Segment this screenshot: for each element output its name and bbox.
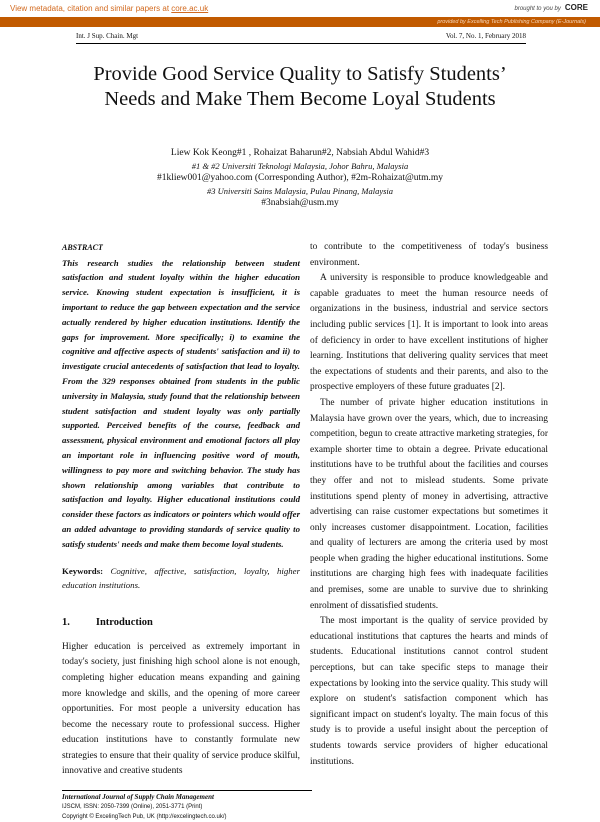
journal-abbrev: Int. J Sup. Chain. Mgt <box>76 32 139 40</box>
paper-title: Provide Good Service Quality to Satisfy Students’ Needs and Make Them Become Loyal Students <box>93 63 507 110</box>
section-title: Introduction <box>95 617 153 629</box>
core-link[interactable]: core.ac.uk <box>171 4 209 13</box>
abstract-heading: ABSTRACT <box>62 243 103 252</box>
keywords-text: Cognitive, affective, satisfaction, loyalty, higher education institutions. <box>62 565 300 591</box>
right-column <box>310 240 548 770</box>
paragraph: A university is responsible to produce knowledgeable and capable graduates to meet the human resource needs of organizations in the business, industrial and service sectors including public services [1]. It is important to look into areas of deficiency in order to have excellent institutions of higher learning. Institutions that delivering quality services that meet the expectations of students and their parents, and also to the prospective employers of these future graduates [2]. <box>310 273 548 393</box>
abstract-text: This research studies the relationship between student satisfaction and student loyalty within the higher education service. Knowing student expectation is insufficient, it is important to reduce the gap between expectation and the service actually rendered by higher education institutions. Identify the gaps for improvement. More specifically; i) to examine the cognitive and affective aspects of students' satisfaction and ii) to investigate crucial antecedents of satisfaction that lead to loyalty. From the 329 responses obtained from students in the public university in Malaysia, study found that the relationship between student satisfaction and student loyalty was only partially supported. Perceived benefits of the course, feedback and assessment, physical environment and emotional factors all play an important role in influencing positive word of mouth, willingness to pay more and switching behavior. The study has shown relationship among variables that contribute to satisfaction and loyalty. Higher educational institutions could consider these factors as indicators or pointers which would offer an added advantage to providing standards of service quality to satisfy students' needs and make them become loyal students. <box>62 257 300 549</box>
metadata-text: View metadata, citation and similar papers at <box>10 4 172 13</box>
paragraph: to contribute to the competitiveness of today's business environment. <box>310 242 548 268</box>
left-column <box>62 240 300 822</box>
volume-info: Vol. 7, No. 1, February 2018 <box>445 32 526 40</box>
author-names: Liew Kok Keong#1 , Rohaizat Baharun#2, Nabsiah Abdul Wahid#3 <box>170 148 430 158</box>
paragraph: The number of private higher education institutions in Malaysia have grown over the years, which, due to increasing competition, begun to create attractive marketing strategies, for example shorter time to obtain a degree. Private educational institutions have to be truthful about the facilities and courses they offer and not to mislead students. Some private institutions spend plenty of money in advertising, attractive advertising can raise customer expectations but sometimes it only increases customer disappointment. Location, facilities and quality of lecturers are among the criteria used by most people when grading the higher educational institutions. Some institutions are charging high fees with inadequate facilities and premises, some are unable to survive due to shrinking enrolment of dissatisfied students. <box>310 397 548 611</box>
page-footer <box>62 790 312 822</box>
brought-text: brought to you by <box>514 6 561 12</box>
brought-by[interactable] <box>515 3 589 12</box>
issn: IJSCM, ISSN: 2050-7399 (Online), 2051-3771 (Print) <box>62 804 203 811</box>
journal-name: International Journal of Supply Chain Management <box>62 793 214 802</box>
paragraph: The most important is the quality of service provided by educational institutions that captures the hearts and minds of students. Educational institutions cannot control student perceptions, but can take specific steps to manage their expectations by looking into the service quality. This study will explore on student's satisfaction component which has significant impact on student's loyalty. The main focus of this study is to provide a useful insight about the perception of students towards service providers of higher educational institutions. <box>310 616 548 767</box>
core-logo: CORE <box>564 3 588 12</box>
emails-1: #1kliew001@yahoo.com (Corresponding Author), #2m-Rohaizat@utm.my <box>156 173 444 183</box>
core-banner <box>0 0 600 16</box>
section-heading <box>62 615 300 631</box>
author-block <box>100 147 500 210</box>
affiliation-1: #1 & #2 Universiti Teknologi Malaysia, Johor Bahru, Malaysia <box>191 160 409 171</box>
provider-bar: provided by Excelling Tech Publishing Company (E-Journals) <box>0 17 600 27</box>
running-head <box>76 32 526 44</box>
affiliation-2: #3 Universiti Sains Malaysia, Pulau Pinang, Malaysia <box>206 185 394 196</box>
intro-paragraph: Higher education is perceived as extremely important in today's society, just finishing high school alone is not enough, completing higher education means expanding and gaining more knowledge and skills, and the opening of more career opportunities. For most people a university education has become the necessary route to professional success. Higher education institutions have to constantly formulate new strategies to ensure that their quality of service produce skilful, innovative and creative students <box>62 641 300 777</box>
metadata-notice <box>10 4 208 13</box>
keywords-label: Keywords: <box>62 565 104 576</box>
keywords <box>62 564 300 594</box>
section-number: 1. <box>62 617 70 629</box>
copyright: Copyright © ExcelingTech Pub, UK (http://excelingtech.co.uk/) <box>62 814 227 821</box>
email-2: #3nabsiah@usm.my <box>261 198 339 208</box>
